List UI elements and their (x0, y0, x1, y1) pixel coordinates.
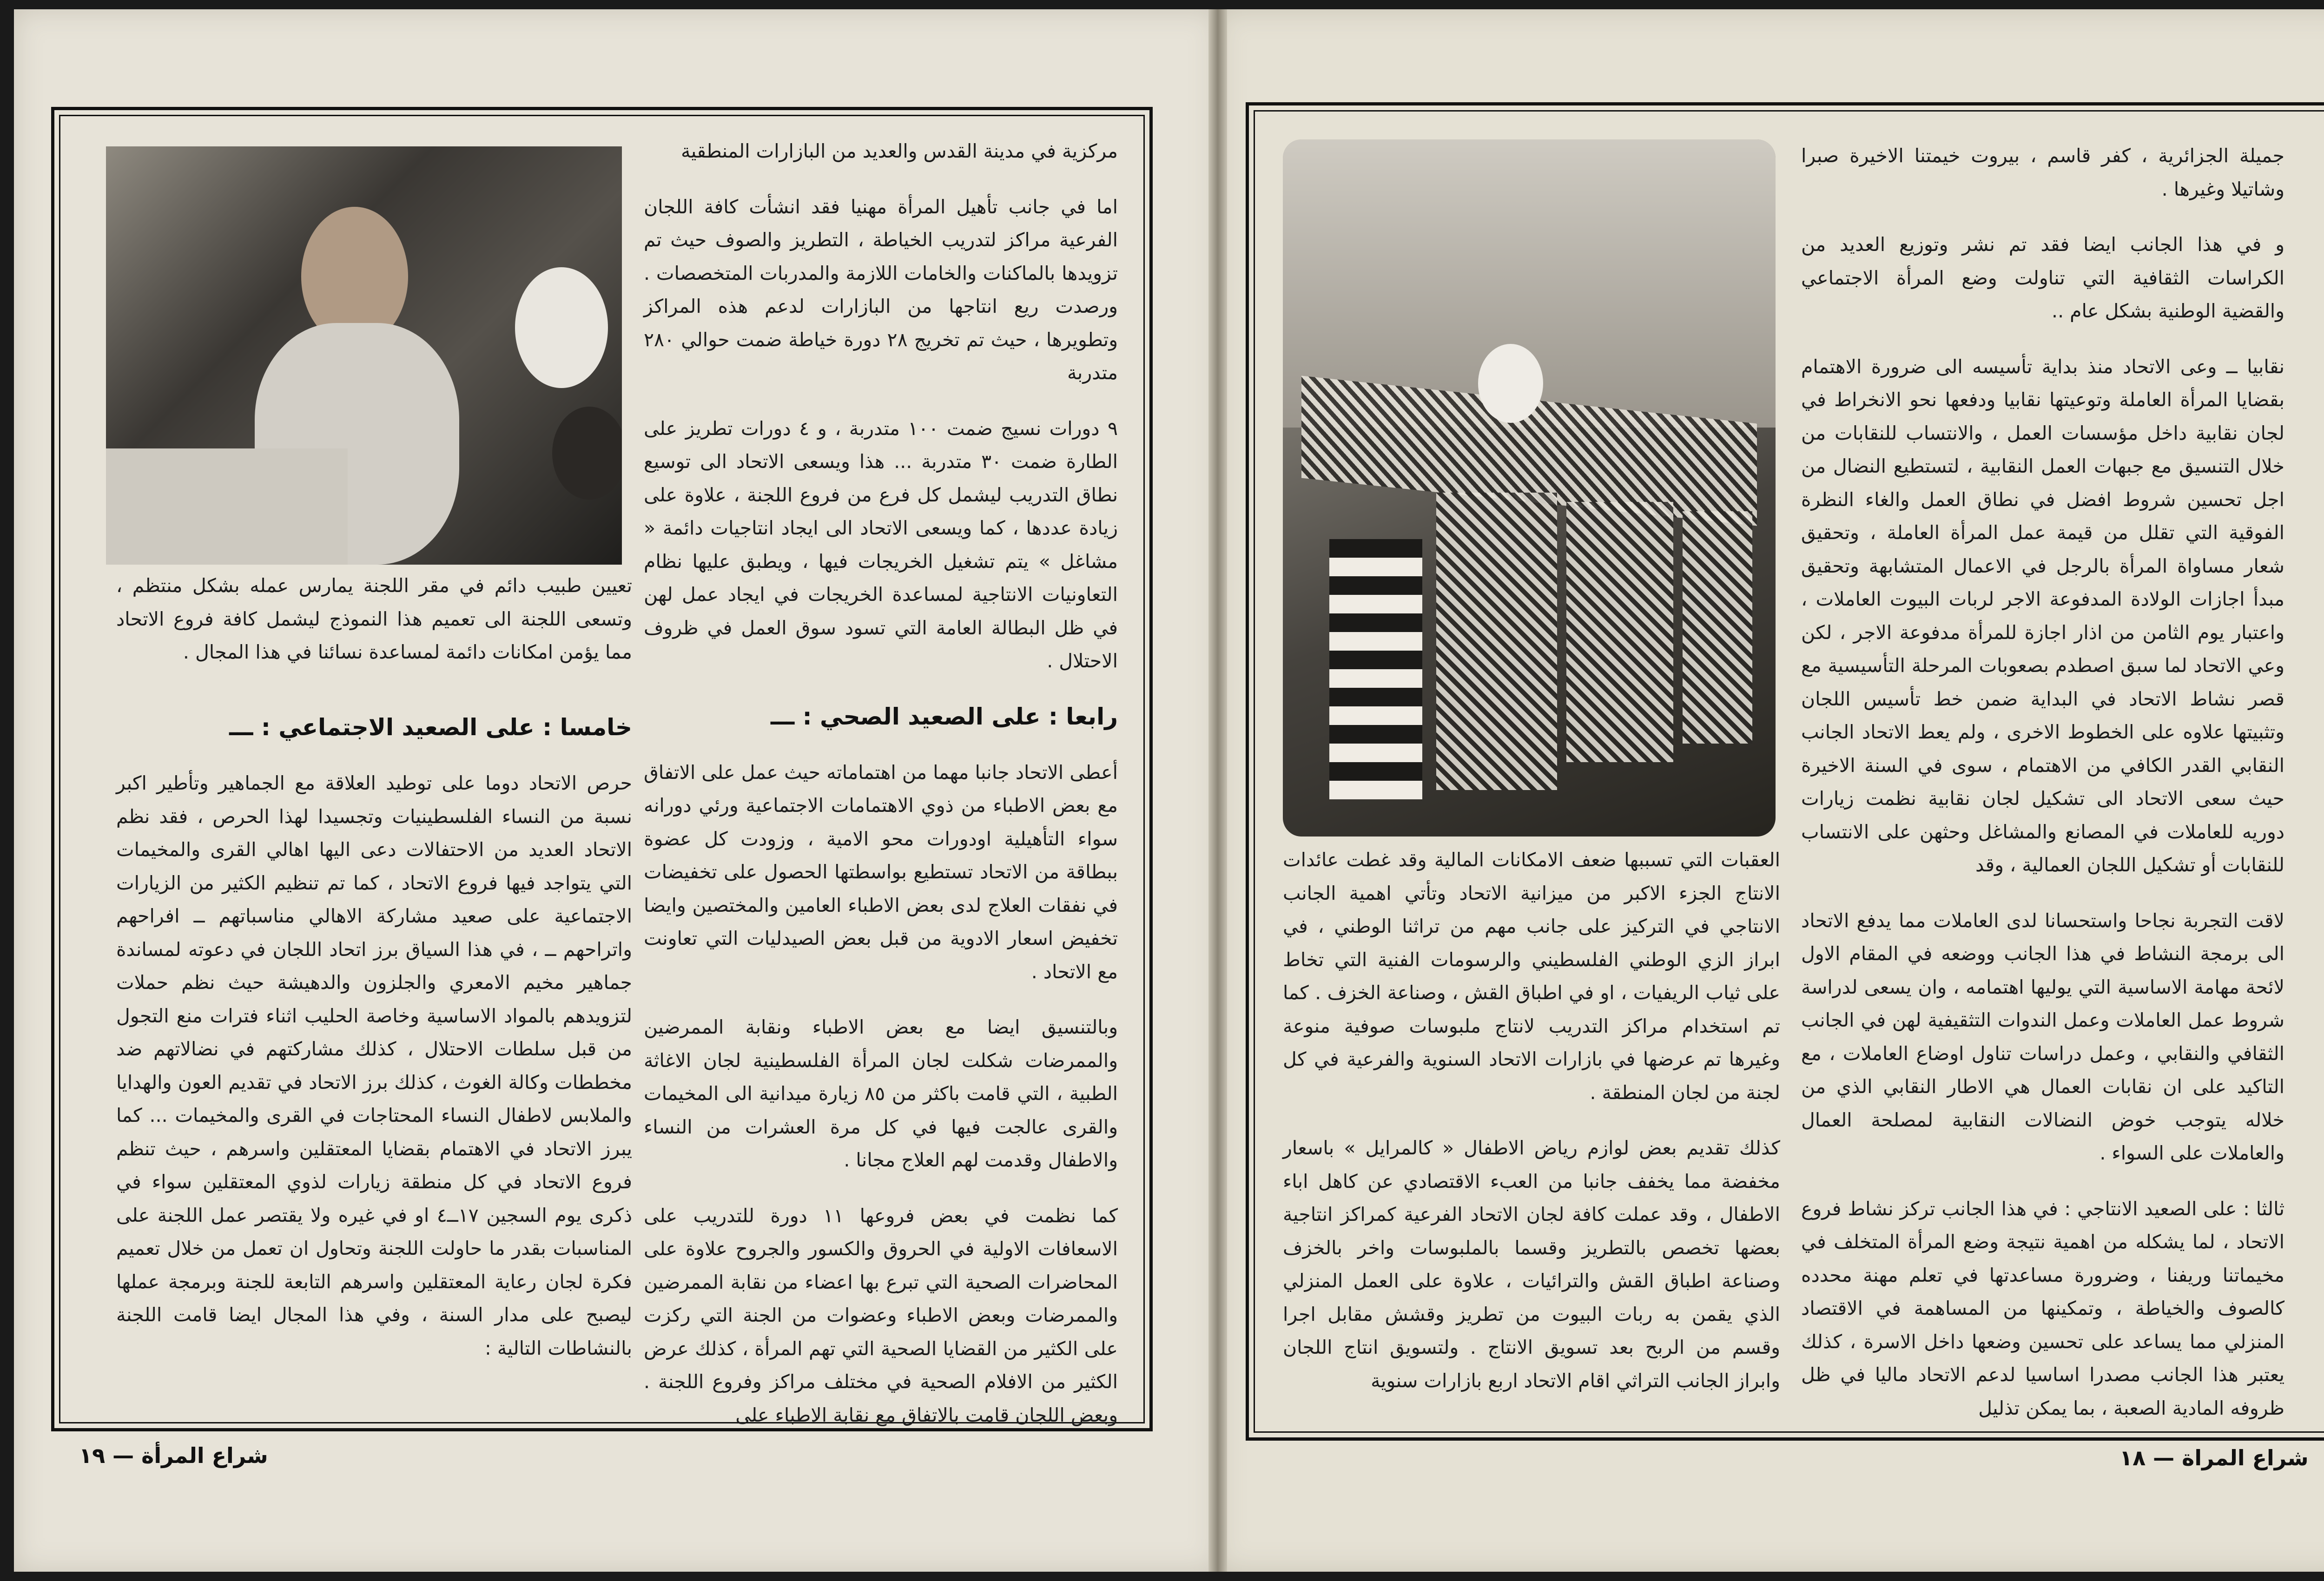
doctor-photo-caption: تعيين طبيب دائم في مقر اللجنة يمارس عمله بشكل منتظم ، وتسعى اللجنة الى تعميم هذا النموذج ليشمل كافة فروع الاتحاد مما يؤمن امكانات دائمة لمساعدة نسائنا في هذا المجال . (116, 574, 632, 663)
right-page-right-column (1801, 139, 2284, 1447)
desk-papers (106, 448, 348, 565)
paragraph: اما في جانب تأهيل المرأة مهنيا فقد انشأت كافة اللجان الفرعية مراكز لتدريب الخياطة ، التطريز والصوف حيث تم تزويدها بالماكنات والخامات اللازمة والمدربات المتخصصات . ورصدت ريع انتاجها من البازارات لدعم هذه المراكز وتطويرها ، حيث تم تخريج ٢٨ دورة خياطة ضمت حوالي ٢٨٠ متدربة (644, 195, 1118, 384)
paragraph: كذلك تقديم بعض لوازم رياض الاطفال « كالمرايل » باسعار مخفضة مما يخفف جانبا من العبء الاقتصادي عن كاهل اباء الاطفال ، وقد عملت كافة لجان الاتحاد الفرعية كمراكز انتاجية بعضها تخصص بالتطريز وقسما بالملبوسات واخر بالخزف وصناعة اطباق القش والترائيات ، علاوة على العمل المنزلي الذي يقمن به ربات البيوت من تطريز وقشش مقابل اجرا وقسم من الربح بعد تسويق الانتاج . ولتسويق انتاج اللجان وابراز الجانب التراثي اقام الاتحاد اربع بازارات سنوية (1283, 1137, 1780, 1392)
child-head (552, 407, 622, 500)
paragraph: كما نظمت في بعض فروعها ١١ دورة للتدريب على الاسعافات الاولية في الحروق والكسور والجروح علاوة على المحاضرات الصحية التي تبرع بها اعضاء من نقابة الممرضين والممرضات وبعض الاطباء وعضوات من الجنة التي ركزت على الكثير من القضايا الصحية التي تهم المرأة ، كذلك عرض الكثير من الافلام الصحية في مختلف مراكز وفروع اللجنة . وبعض اللجان قامت بالاتفاق مع نقابة الاطباء على (644, 1204, 1118, 1426)
striped-rug (1329, 539, 1422, 799)
heading-social: خامسا : على الصعيد الاجتماعي : ـــ (229, 714, 632, 741)
doctor-examining-child-photo (106, 146, 622, 565)
textile-pattern (1683, 511, 1752, 744)
doll-figure (1478, 344, 1543, 423)
woman-headscarf (515, 267, 608, 388)
paragraph: لاقت التجربة نجاحا واستحسانا لدى العاملات مما يدفع الاتحاد الى برمجة النشاط في هذا الجانب ووضعه في المقام الاول لائحة مهامة الاساسية التي يوليها اهتمامه ، وان يسعى لدراسة شروط عمل العاملات وعمل الندوات التثقيفية لهن في الجانب الثقافي والنقابي ، وعمل دراسات تناول اوضاع العاملات ، مع التاكيد على ان نقابات العمال هي الاطار النقابي الذي من خلاله يتوجب خوض النضالات النقابية لمصلحة العمال والعاملات على السواء . (1801, 909, 2284, 1164)
paragraph: و في هذا الجانب ايضا فقد تم نشر وتوزيع العديد من الكراسات الثقافية التي تناولت وضع المرأة الاجتماعي والقضية الوطنية بشكل عام .. (1801, 233, 2284, 322)
textile-pattern (1436, 493, 1557, 790)
book-gutter (1208, 9, 1227, 1572)
left-page-left-column (116, 697, 632, 1387)
right-page-left-column (1283, 843, 1780, 1420)
paragraph: أعطى الاتحاد جانبا مهما من اهتماماته حيث عمل على الاتفاق مع بعض الاطباء من ذوي الاهتمامات الاجتماعية ورئي دورانه سواء التأهيلية اودورات محو الامية ، وزودت كل عضوة ببطاقة من الاتحاد تستطيع بواسطتها الحصول على تخفيضات في نفقات العلاج لدى بعض الاطباء العامين والمختصين وايضا تخفيض اسعار الادوية من قبل بعض الصيدليات التي تعاونت مع الاتحاد . (644, 761, 1118, 983)
paragraph: ٩ دورات نسيج ضمت ١٠٠ متدربة ، و ٤ دورات تطريز على الطارة ضمت ٣٠ متدربة ... هذا ويسعى الاتحاد الى توسيع نطاق التدريب ليشمل كل فرع من فروع اللجنة ، علاوة على زيادة عددها ، كما ويسعى الاتحاد الى ايجاد انتاجيات دائمة « مشاغل » يتم تشغيل الخريجات فيها ، ويطبق عليها نظام التعاونيات الانتاجية لمساعدة الخريجات في ايجاد عمل لهن في ظل البطالة العامة التي تسود سوق العمل في ظروف الاحتلال . (644, 417, 1118, 672)
left-page-number: شراع المرأة — ١٩ (79, 1443, 268, 1468)
textile-pattern (1566, 502, 1673, 762)
paragraph: العقبات التي تسببها ضعف الامكانات المالية وقد غطت عائدات الانتاج الجزء الاكبر من ميزانية الاتحاد وتأتي اهمية الجانب الانتاجي في التركيز على جانب مهم من تراثنا الوطني ، في ابراز الزي الوطني الفلسطيني والرسومات الفنية التي تخاط على ثياب الريفيات ، او في اطباق القش ، وصناعة الخزف . كما تم استخدام مراكز التدريب لانتاج ملبوسات صوفية منوعة وغيرها تم عرضها في بازارات الاتحاد السنوية والفرعية في كل لجنة من لجان المنطقة . (1283, 849, 1780, 1104)
paragraph: وبالتنسيق ايضا مع بعض الاطباء ونقابة الممرضين والممرضات شكلت لجان المرأة الفلسطينية لجان الاغاثة الطبية ، التي قامت باكثر من ٨٥ زيارة ميدانية الى المخيمات والقرى عالجت فيها في كل مرة العشرات من النساء والاطفال وقدمت لهم العلاج مجانا . (644, 1016, 1118, 1171)
paragraph: جميلة الجزائرية ، كفر قاسم ، بيروت خيمتنا الاخيرة صبرا وشاتيلا وغيرها . (1801, 145, 2284, 200)
social-paragraph: حرص الاتحاد دوما على توطيد العلاقة مع الجماهير وتأطير اكبر نسبة من النساء الفلسطينيات وتجسيدا لهذا الحرص ، فقد نظم الاتحاد العديد من الاحتفالات دعى اليها اهالي القرى والمخيمات التي يتواجد فيها فروع الاتحاد ، كما تم تنظيم الكثير من الزيارات الاجتماعية على صعيد مشاركة الاهالي مناسباتهم ــ افراحهم واتراحهم ــ ، في هذا السياق برز اتحاد اللجان في دعوته لمساندة جماهير مخيم الامعري والجلزون والدهيشة حيث نظم حملات لتزويدهم بالمواد الاساسية وخاصة الحليب اثناء فترات منع التجول من قبل سلطات الاحتلال ، كذلك مشاركتهم في نضالاتهم ضد مخططات وكالة الغوث ، كذلك برز الاتحاد في تقديم العون والهدايا والملابس لاطفال النساء المحتاجات في القرى والمخيمات ... كما يبرز الاتحاد في الاهتمام بقضايا المعتقلين واسرهم ، حيث تنظم فروع الاتحاد في كل منطقة زيارات لذوي المعتقلين سواء في ذكرى يوم السجين ١٧ــ٤ او في غيره ولا يقتصر عمل اللجنة على المناسبات بقدر ما حاولت اللجنة وتحاول ان تعمل من خلال تعميم فكرة لجان رعاية المعتقلين واسرهم التابعة للجنة وبرمجة عملها ليصبح على مدار السنة ، وفي هذا المجال ايضا قامت اللجنة بالنشاطات التالية : (116, 772, 632, 1359)
right-page-number: شراع المراة — ١٨ (2119, 1445, 2309, 1470)
heading-health: رابعا : على الصعيد الصحي : ـــ (770, 703, 1118, 730)
embroidered-textiles-photo (1283, 139, 1776, 837)
paragraph: نقابيا ــ وعى الاتحاد منذ بداية تأسيسه الى ضرورة الاهتمام بقضايا المرأة العاملة وتوعيتها نقابيا ودفعها نحو الانخراط في لجان نقابية داخل مؤسسات العمل ، والانتساب للنقابات من خلال التنسيق مع جبهات العمل النقابية ، لتستطيع النضال من اجل تحسين شروط افضل في نطاق العمل والغاء النظرة الفوقية التي تقلل من قيمة عمل المرأة العاملة ، وتحقيق شعار مساواة المرأة بالرجل في الاعمال المتشابهة وتحقيق مبدأ اجازات الولادة المدفوعة الاجر لربات البيوت العاملات ، واعتبار يوم الثامن من اذار اجازة للمرأة مدفوعة الاجر ، لكن وعي الاتحاد لما سبق اصطدم بصعوبات المرحلة التأسيسية مع قصر نشاط الاتحاد في البداية ضمن خط تأسيس اللجان وتثبيتها علاوه على الخطوط الاخرى ، ولم يعط الاتحاد الجانب النقابي القدر الكافي من الاهتمام ، سوى في السنة الاخيرة حيث سعى الاتحاد الى تشكيل لجان نقابية نظمت زيارات دوريه للعاملات في المصانع والمشاغل وحثهن على الانتساب للنقابات أو تشكيل اللجان العمالية ، وقد (1801, 355, 2284, 876)
left-page-right-column (644, 135, 1118, 1454)
paragraph: مركزية في مدينة القدس والعديد من البازارات المنطقية (680, 140, 1118, 162)
paragraph: ثالثا : على الصعيد الانتاجي : في هذا الجانب تركز نشاط فروع الاتحاد ، لما يشكله من اهمية نتيجة وضع المرأة المتخلف في مخيماتنا وريفنا ، وضرورة مساعدتها في تعلم مهنة محدده كالصوف والخياطة ، وتمكينها من المساهمة في الاقتصاد المنزلي مما يساعد على تحسين وضعها داخل الاسرة ، كذلك يعتبر هذا الجانب مصدرا اساسيا لدعم الاتحاد ماليا في ظل ظروفه المادية الصعبة ، بما يمكن تذليل (1801, 1197, 2284, 1419)
